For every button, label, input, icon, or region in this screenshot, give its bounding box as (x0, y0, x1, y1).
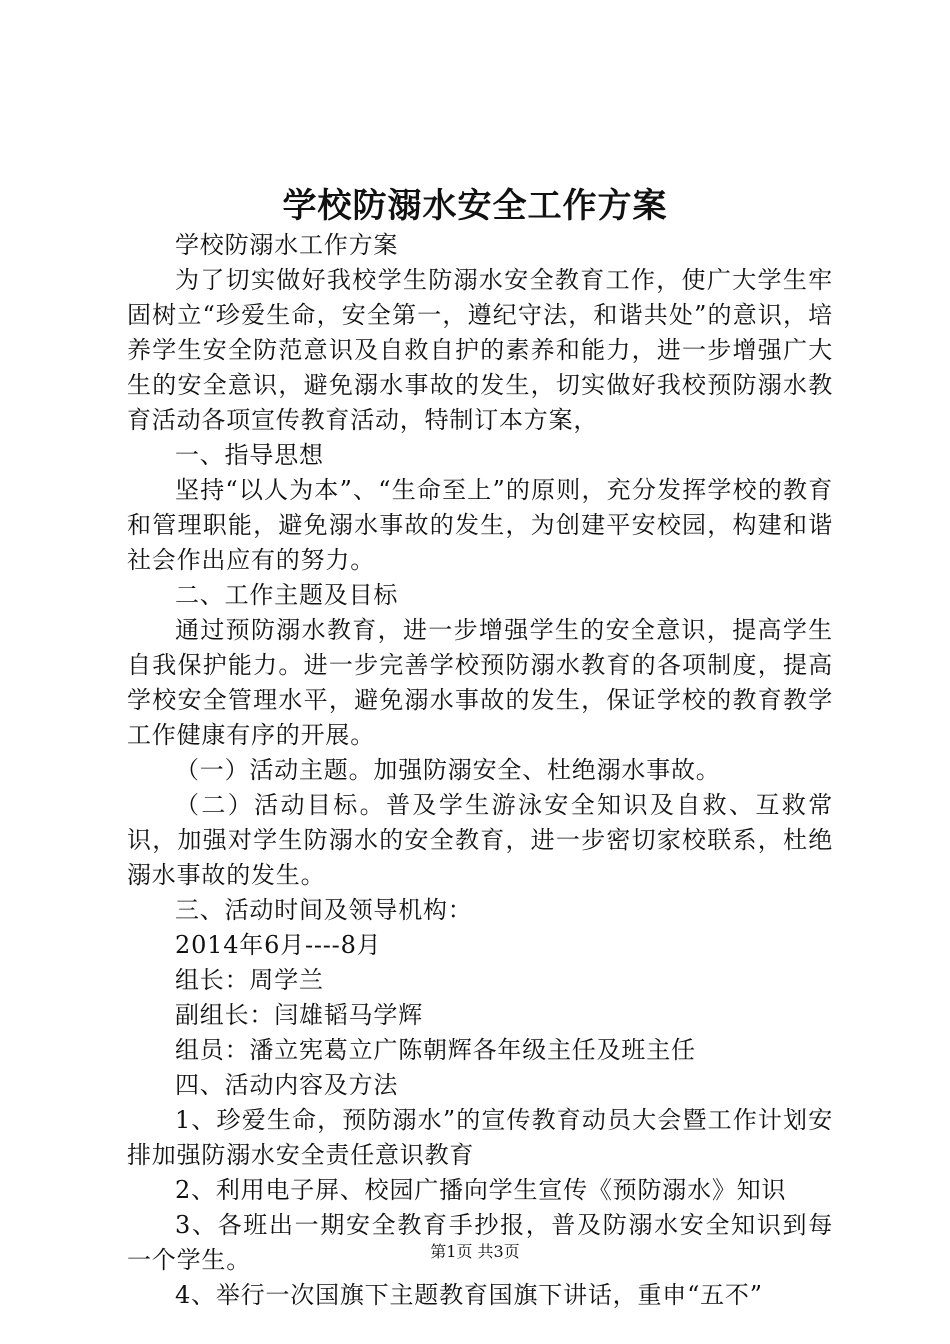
section-heading-theme: 二、工作主题及目标 (175, 581, 399, 609)
paragraph-date-range: 2014年6月----8月 (175, 931, 382, 959)
paragraph-intro: 为了切实做好我校学生防溺水安全教育工作，使广大学生牢固树立“珍爱生命，安全第一，遵纪守法，和谐共处”的意识，培养学生安全防范意识及自救自护的素养和能力，进一步增强广大生的安全意识，避免溺水事故的发生，切实做好我校预防溺水教育活动各项宣传教育活动，特制订本方案， (127, 266, 833, 434)
section-heading-content: 四、活动内容及方法 (175, 1071, 399, 1099)
list-item-3: 3、各班出一期安全教育手抄报，普及防溺水安全知识到每一个学生。 (127, 1211, 833, 1274)
list-item-4: 4、举行一次国旗下主题教育国旗下讲话，重申“五不” (175, 1281, 763, 1309)
paragraph-subtitle: 学校防溺水工作方案 (175, 231, 399, 259)
section-heading-time: 三、活动时间及领导机构： (175, 896, 473, 924)
paragraph-deputy-leader: 副组长：闫雄韬马学辉 (175, 1001, 423, 1029)
paragraph-activity-theme: （一）活动主题。加强防溺安全、杜绝溺水事故。 (175, 756, 721, 784)
list-item-1: 1、珍爱生命，预防溺水”的宣传教育动员大会暨工作计划安排加强防溺水安全责任意识教育 (127, 1106, 833, 1169)
paragraph-members: 组员：潘立宪葛立广陈朝辉各年级主任及班主任 (175, 1036, 696, 1064)
paragraph-theme: 通过预防溺水教育，进一步增强学生的安全意识，提高学生自我保护能力。进一步完善学校预防溺水教育的各项制度，提高学校安全管理水平，避免溺水事故的发生，保证学校的教育教学工作健康有序的开展。 (127, 616, 833, 749)
page-footer: 第1页 共3页 (430, 1242, 520, 1261)
paragraph-guiding: 坚持“以人为本”、“生命至上”的原则，充分发挥学校的教育和管理职能，避免溺水事故的发生，为创建平安校园，构建和谐社会作出应有的努力。 (127, 476, 833, 574)
section-heading-guiding: 一、指导思想 (175, 441, 324, 469)
document-title: 学校防溺水安全工作方案 (282, 186, 668, 226)
paragraph-leader: 组长：周学兰 (175, 966, 324, 994)
list-item-2: 2、利用电子屏、校园广播向学生宣传《预防溺水》知识 (175, 1176, 787, 1204)
document-body (127, 228, 833, 1313)
paragraph-activity-goal: （二）活动目标。普及学生游泳安全知识及自救、互救常识，加强对学生防溺水的安全教育，进一步密切家校联系，杜绝溺水事故的发生。 (127, 791, 833, 889)
